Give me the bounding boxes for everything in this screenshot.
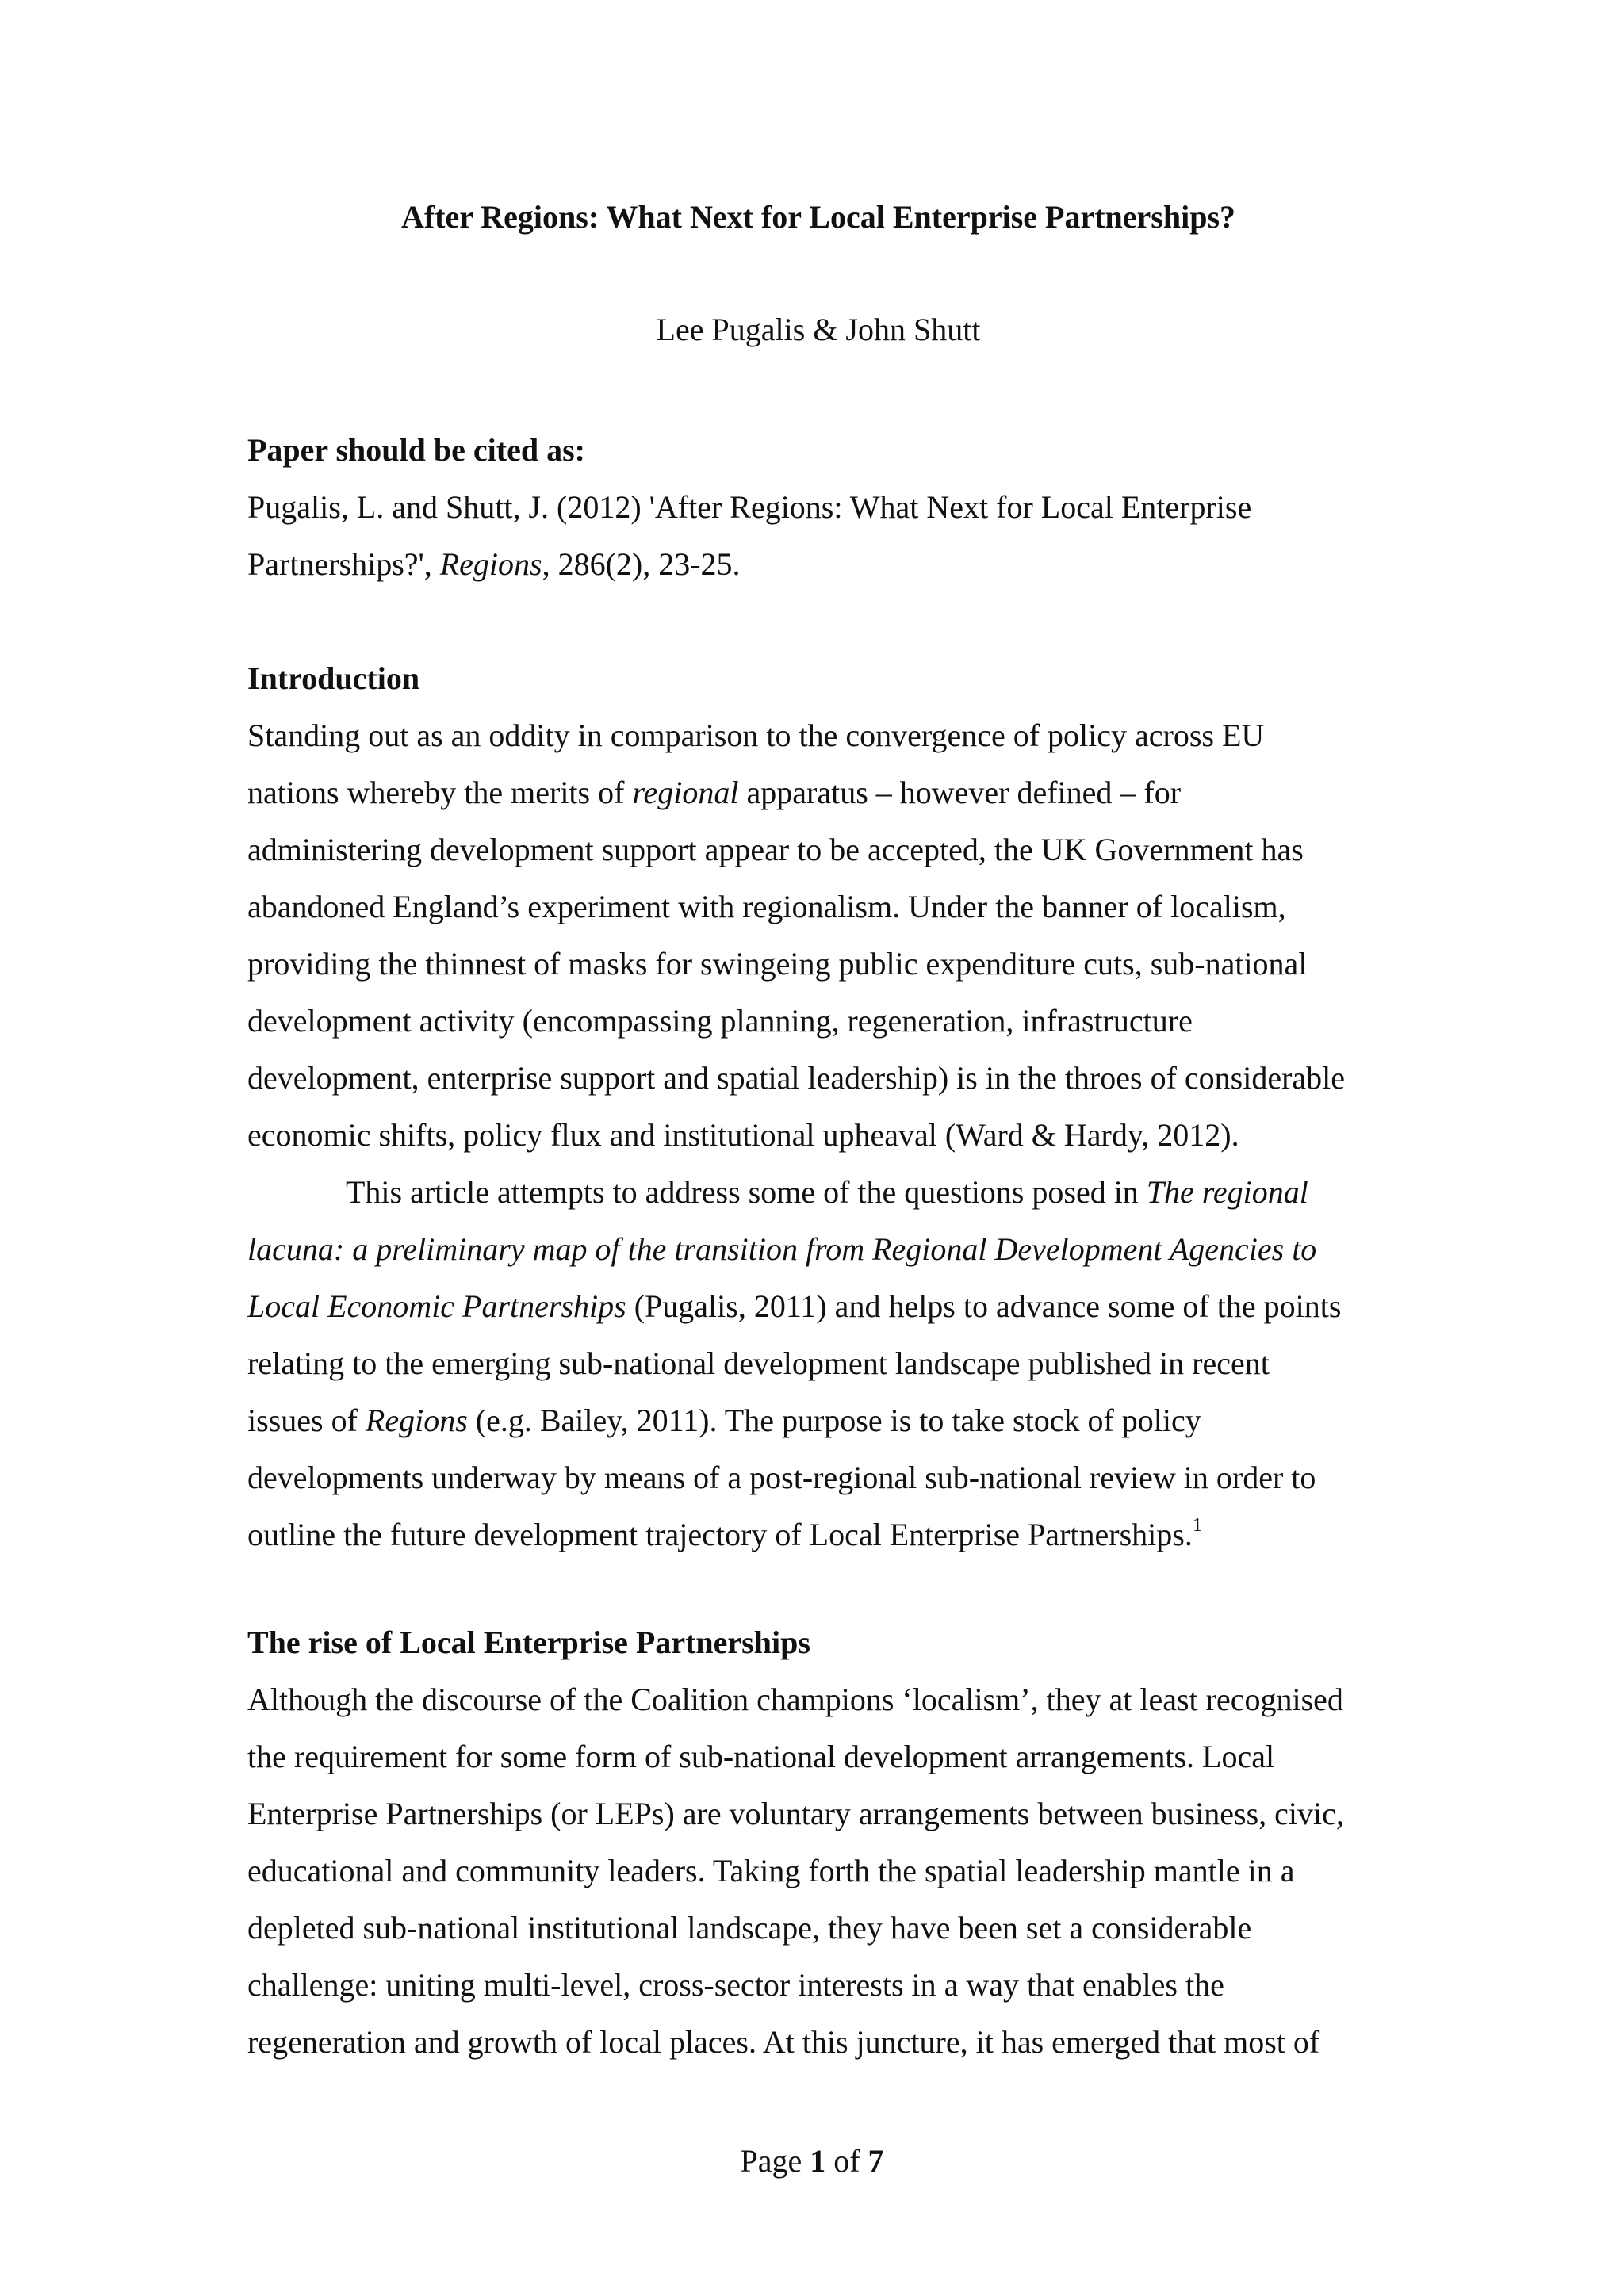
text-run: This article attempts to address some of the questions posed in bbox=[346, 1174, 1147, 1210]
text-run: issues of bbox=[247, 1402, 366, 1438]
text-line: providing the thinnest of masks for swingeing public expenditure cuts, sub-national bbox=[247, 946, 1308, 982]
citation-text: , 286(2), 23-25. bbox=[542, 546, 741, 582]
citation-journal: Regions bbox=[439, 546, 542, 582]
footer-of-label: of bbox=[825, 2143, 868, 2179]
text-line: the requirement for some form of sub-national development arrangements. Local bbox=[247, 1739, 1275, 1774]
text-run: outline the future development trajectory of Local Enterprise Partnerships. bbox=[247, 1517, 1193, 1552]
citation-heading: Paper should be cited as: bbox=[247, 432, 585, 468]
citation-text: Partnerships?', bbox=[247, 546, 440, 582]
text-line: development, enterprise support and spatial leadership) is in the throes of considerable bbox=[247, 1060, 1346, 1096]
footnote-marker[interactable]: 1 bbox=[1192, 1515, 1202, 1536]
section-heading-rise: The rise of Local Enterprise Partnerships bbox=[247, 1624, 810, 1660]
footer-page-number: 1 bbox=[810, 2143, 826, 2179]
citation-line-2 bbox=[247, 536, 1389, 593]
introduction-section bbox=[247, 650, 1389, 1563]
text-line: relating to the emerging sub-national development landscape published in recent bbox=[247, 1345, 1270, 1381]
text-line: depleted sub-national institutional landscape, they have been set a considerable bbox=[247, 1910, 1252, 1946]
text-line: challenge: uniting multi-level, cross-sector interests in a way that enables the bbox=[247, 1967, 1224, 2003]
paper-authors: Lee Pugalis & John Shutt bbox=[656, 312, 981, 347]
footer-page-total: 7 bbox=[868, 2143, 884, 2179]
text-run: (e.g. Bailey, 2011). The purpose is to take stock of policy bbox=[467, 1402, 1201, 1438]
text-line: developments underway by means of a post-regional sub-national review in order to bbox=[247, 1460, 1316, 1495]
text-line: Although the discourse of the Coalition champions ‘localism’, they at least recognised bbox=[247, 1682, 1343, 1717]
paper-title: After Regions: What Next for Local Enterprise Partnerships? bbox=[400, 199, 1236, 235]
emphasis-text: regional bbox=[632, 775, 739, 810]
text-line: abandoned England’s experiment with regionalism. Under the banner of localism, bbox=[247, 889, 1286, 924]
text-line: development activity (encompassing planning, regeneration, infrastructure bbox=[247, 1003, 1193, 1039]
text-line: Enterprise Partnerships (or LEPs) are voluntary arrangements between business, civic, bbox=[247, 1796, 1344, 1831]
text-line: economic shifts, policy flux and institutional upheaval (Ward & Hardy, 2012). bbox=[247, 1117, 1239, 1153]
page-footer bbox=[0, 2141, 1624, 2182]
emphasis-text: Local Economic Partnerships bbox=[247, 1288, 626, 1324]
text-run: nations whereby the merits of bbox=[247, 775, 633, 810]
text-line: Standing out as an oddity in comparison to the convergence of policy across EU bbox=[247, 718, 1265, 753]
text-run: (Pugalis, 2011) and helps to advance some of the points bbox=[626, 1288, 1342, 1324]
text-line: regeneration and growth of local places. At this juncture, it has emerged that most of bbox=[247, 2024, 1320, 2060]
emphasis-text: The regional bbox=[1146, 1174, 1308, 1210]
citation-block bbox=[247, 422, 1389, 593]
section-heading-introduction: Introduction bbox=[247, 660, 420, 696]
text-line: educational and community leaders. Taking forth the spatial leadership mantle in a bbox=[247, 1853, 1295, 1888]
citation-line-1: Pugalis, L. and Shutt, J. (2012) 'After Regions: What Next for Local Enterprise bbox=[247, 489, 1252, 525]
text-line bbox=[247, 1506, 1389, 1563]
text-line: administering development support appear to be accepted, the UK Government has bbox=[247, 832, 1304, 867]
rise-section bbox=[247, 1614, 1389, 2071]
text-line bbox=[247, 1278, 1389, 1335]
text-line bbox=[247, 1221, 1389, 1278]
emphasis-text: lacuna: a preliminary map of the transition from Regional Development Agencies to bbox=[247, 1231, 1317, 1267]
text-line bbox=[247, 1164, 1389, 1221]
footer-page-label: Page bbox=[740, 2143, 810, 2179]
text-line bbox=[247, 764, 1389, 821]
emphasis-text: Regions bbox=[365, 1402, 468, 1438]
text-line bbox=[247, 1392, 1389, 1449]
text-run: apparatus – however defined – for bbox=[738, 775, 1182, 810]
